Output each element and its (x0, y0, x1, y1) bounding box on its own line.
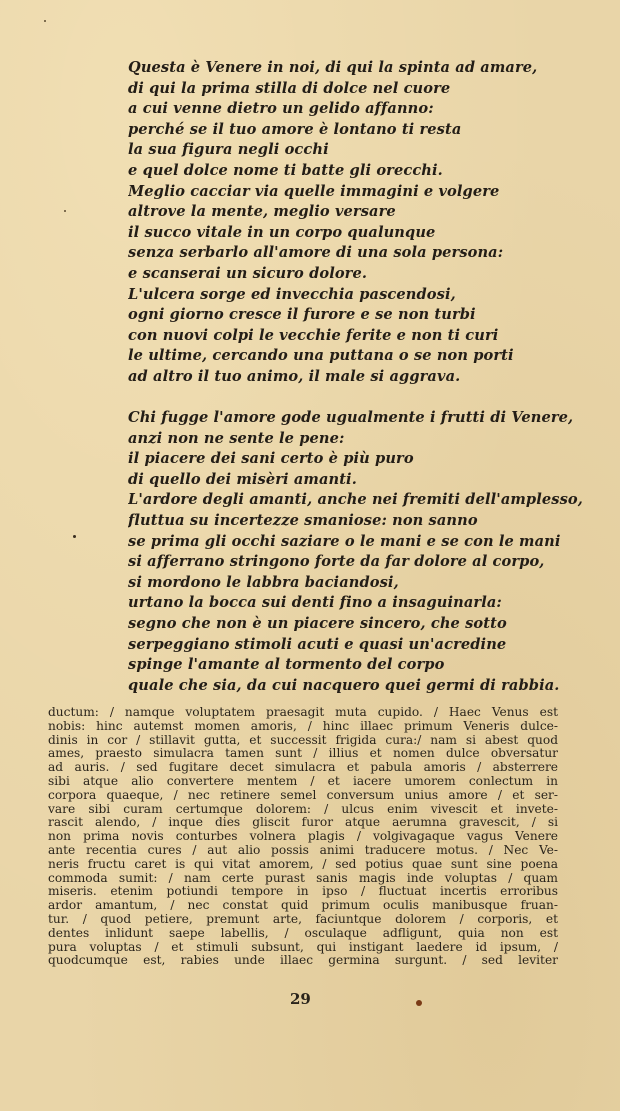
paper-speck (416, 1000, 422, 1006)
page-number: 29 (290, 990, 311, 1008)
latin-line: quodcumque est, rabies unde illaec germina surgunt. / sed leviter (48, 954, 558, 968)
verse-line: perché se il tuo amore è lontano ti resta (128, 120, 462, 138)
verse-line: si afferrano stringono forte da far dolore al corpo, (128, 553, 545, 571)
verse-line: anzi non ne sente le pene: (128, 429, 345, 447)
verse-line: la sua figura negli occhi (128, 141, 329, 159)
verse-line: il succo vitale in un corpo qualunque (128, 223, 436, 241)
verse-line: se prima gli occhi saziare o le mani e se con le mani (128, 532, 561, 550)
latin-line: ante recentia cures / aut alio possis animi traducere motus. / Nec Ve- (48, 843, 558, 857)
stanza-1 (128, 58, 588, 388)
verse-line: e quel dolce nome ti batte gli orecchi. (128, 161, 443, 179)
verse-line: serpeggiano stimoli acuti e quasi un'acredine (128, 635, 507, 653)
verse-line: urtano la bocca sui denti fino a insaguinarla: (128, 594, 502, 612)
latin-line: ductum: / namque voluptatem praesagit muta cupido. / Haec Venus est (48, 706, 558, 719)
verse-line: a cui venne dietro un gelido affanno: (128, 100, 434, 118)
paper-speck (44, 20, 46, 22)
latin-line: rascit alendo, / inque dies gliscit furor atque aerumna gravescit, / si (48, 816, 558, 830)
verse-line: con nuovi colpi le vecchie ferite e non ti curi (128, 326, 499, 344)
paper-speck (73, 535, 76, 538)
verse-line: si mordono le labbra baciandosi, (128, 573, 399, 591)
verse-line: segno che non è un piacere sincero, che sotto (128, 614, 507, 632)
latin-line: nobis: hinc autemst momen amoris, / hinc illaec primum Veneris dulce- (48, 719, 558, 733)
verse-line: L'ulcera sorge ed invecchia pascendosi, (128, 285, 456, 303)
verse-line: Questa è Venere in noi, di qui la spinta ad amare, (128, 59, 538, 76)
latin-line: commoda sumit: / nam certe purast sanis magis inde voluptas / quam (48, 871, 558, 885)
verse-line: ogni giorno cresce il furore e se non turbi (128, 306, 476, 324)
verse-line: di qui la prima stilla di dolce nel cuore (128, 79, 451, 97)
stanza-2 (128, 408, 588, 696)
verse-line: Meglio cacciar via quelle immagini e volgere (128, 182, 500, 200)
verse-line: di quello dei misèri amanti. (128, 470, 357, 488)
verse-line: altrove la mente, meglio versare (128, 203, 396, 221)
verse-line: ad altro il tuo animo, il male si aggrava. (128, 367, 461, 385)
verse-line: quale che sia, da cui nacquero quei germi di rabbia. (128, 676, 560, 694)
latin-line: sibi atque alio convertere mentem / et iacere umorem conlectum in (48, 774, 558, 788)
latin-line: ardor amantum, / nec constat quid primum oculis manibusque fruan- (48, 899, 558, 913)
latin-line: non prima novis conturbes volnera plagis / volgivagaque vagus Venere (48, 830, 558, 844)
paper-speck (64, 210, 66, 212)
verse-line: Chi fugge l'amore gode ugualmente i frutti di Venere, (128, 409, 574, 426)
latin-line: vare sibi curam certumque dolorem: / ulcus enim vivescit et invete- (48, 802, 558, 816)
latin-original-text (48, 706, 558, 968)
verse-line: le ultime, cercando una puttana o se non porti (128, 347, 514, 365)
verse-line: spinge l'amante al tormento del corpo (128, 656, 445, 674)
latin-line: dentes inlidunt saepe labellis, / osculaque adfligunt, quia non est (48, 926, 558, 940)
latin-line: miseris. etenim potiundi tempore in ipso / fluctuat incertis erroribus (48, 885, 558, 899)
latin-line: corpora quaeque, / nec retinere semel conversum unius amore / et ser- (48, 788, 558, 802)
verse-line: senza serbarlo all'amore di una sola persona: (128, 244, 504, 262)
latin-line: neris fructu caret is qui vitat amorem, / sed potius quae sunt sine poena (48, 857, 558, 871)
verse-line: fluttua su incertezze smaniose: non sanno (128, 511, 478, 529)
verse-line: e scanserai un sicuro dolore. (128, 264, 368, 282)
latin-line: pura voluptas / et stimuli subsunt, qui instigant laedere id ipsum, / (48, 940, 558, 954)
latin-line: dinis in cor / stillavit gutta, et successit frigida cura:/ nam si abest quod (48, 733, 558, 747)
italian-translation (128, 58, 588, 696)
latin-line: ad auris. / sed fugitare decet simulacra et pabula amoris / absterrere (48, 761, 558, 775)
latin-line: tur. / quod petiere, premunt arte, faciuntque dolorem / corporis, et (48, 912, 558, 926)
verse-line: L'ardore degli amanti, anche nei fremiti dell'amplesso, (128, 491, 583, 509)
verse-line: il piacere dei sani certo è più puro (128, 450, 414, 468)
latin-line: ames, praesto simulacra tamen sunt / illius et nomen dulce obversatur (48, 747, 558, 761)
